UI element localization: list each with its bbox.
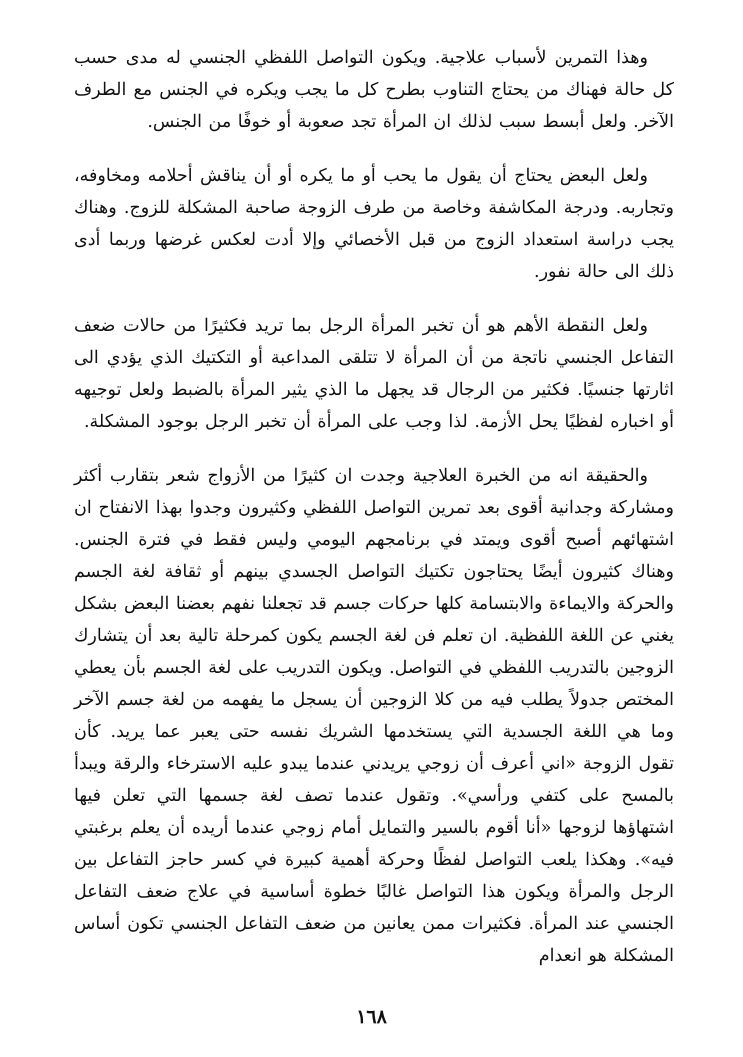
paragraph-4: والحقيقة انه من الخبرة العلاجية وجدت ان كثيرًا من الأزواج شعر بتقارب أكثر ومشاركة وجدانية أقوى بعد تمرين التواصل اللفظي وكثيرون وجدوا بهذا الانفتاح ان اشتهائهم أصبح أقوى ويمتد في برنامجهم اليومي وليس فقط في فترة الجنس. وهناك كثيرون أيضًا يحتاجون تكتيك التواصل الجسدي بينهم أو ثقافة لغة الجسم والحركة والايماءة والابتسامة كلها حركات جسم قد تجعلنا نفهم بعضنا البعض بشكل يغني عن اللغة اللفظية. ان تعلم فن لغة الجسم يكون كمرحلة تالية بعد أن يتشارك الزوجين بالتدريب اللفظي في التواصل. ويكون التدريب على لغة الجسم بأن يعطي المختص جدولاً يطلب فيه من كلا الزوجين أن يسجل ما يفهمه من لغة جسم الآخر وما هي اللغة الجسدية التي يستخدمها الشريك نفسه حتى يعبر عما يريد. كأن تقول الزوجة «اني أعرف أن زوجي يريدني عندما يبدو عليه الاسترخاء والرقة ويبدأ بالمسح على كتفي ورأسي». وتقول عندما تصف لغة جسمها التي تعلن فيها اشتهاؤها لزوجها «أنا أقوم بالسير والتمايل أمام زوجي عندما أريده أن يعلم برغبتي فيه». وهكذا يلعب التواصل لفظًا وحركة أهمية كبيرة في كسر حاجز التفاعل بين الرجل والمرأة ويكون هذا التواصل غالبًا خطوة أساسية في علاج ضعف التفاعل الجنسي عند المرأة. فكثيرات ممن يعانين من ضعف التفاعل الجنسي تكون أساس المشكلة هو انعدام xyxy=(74,466,674,966)
paragraph-1: وهذا التمرين لأسباب علاجية. ويكون التواصل اللفظي الجنسي له مدى حسب كل حالة فهناك من يحتاج التناوب بطرح كل ما يجب ويكره في الجنس مع الطرف الآخر. ولعل أبسط سبب لذلك ان المرأة تجد صعوبة أو خوفًا من الجنس. xyxy=(74,48,674,132)
page-number: ١٦٨ xyxy=(356,1006,387,1028)
paragraph-3: ولعل النقطة الأهم هو أن تخبر المرأة الرجل بما تريد فكثيرًا من حالات ضعف التفاعل الجنسي ناتجة من أن المرأة لا تتلقى المداعبة أو التكتيك الذي يؤدي الى اثارتها جنسيًا. فكثير من الرجال قد يجهل ما الذي يثير المرأة بالضبط ولعل توجيهه أو اخباره لفظيًا يحل الأزمة. لذا وجب على المرأة أن تخبر الرجل بوجود المشكلة. xyxy=(74,316,674,432)
paragraph-2: ولعل البعض يحتاج أن يقول ما يحب أو ما يكره أو أن يناقش أحلامه ومخاوفه، وتجاربه. ودرجة المكاشفة وخاصة من طرف الزوجة صاحبة المشكلة للزوج. وهناك يجب دراسة استعداد الزوج من قبل الأخصائي وإلا أدت لعكس غرضها وربما أدى ذلك الى حالة نفور. xyxy=(74,166,674,282)
page-body xyxy=(74,42,674,1002)
